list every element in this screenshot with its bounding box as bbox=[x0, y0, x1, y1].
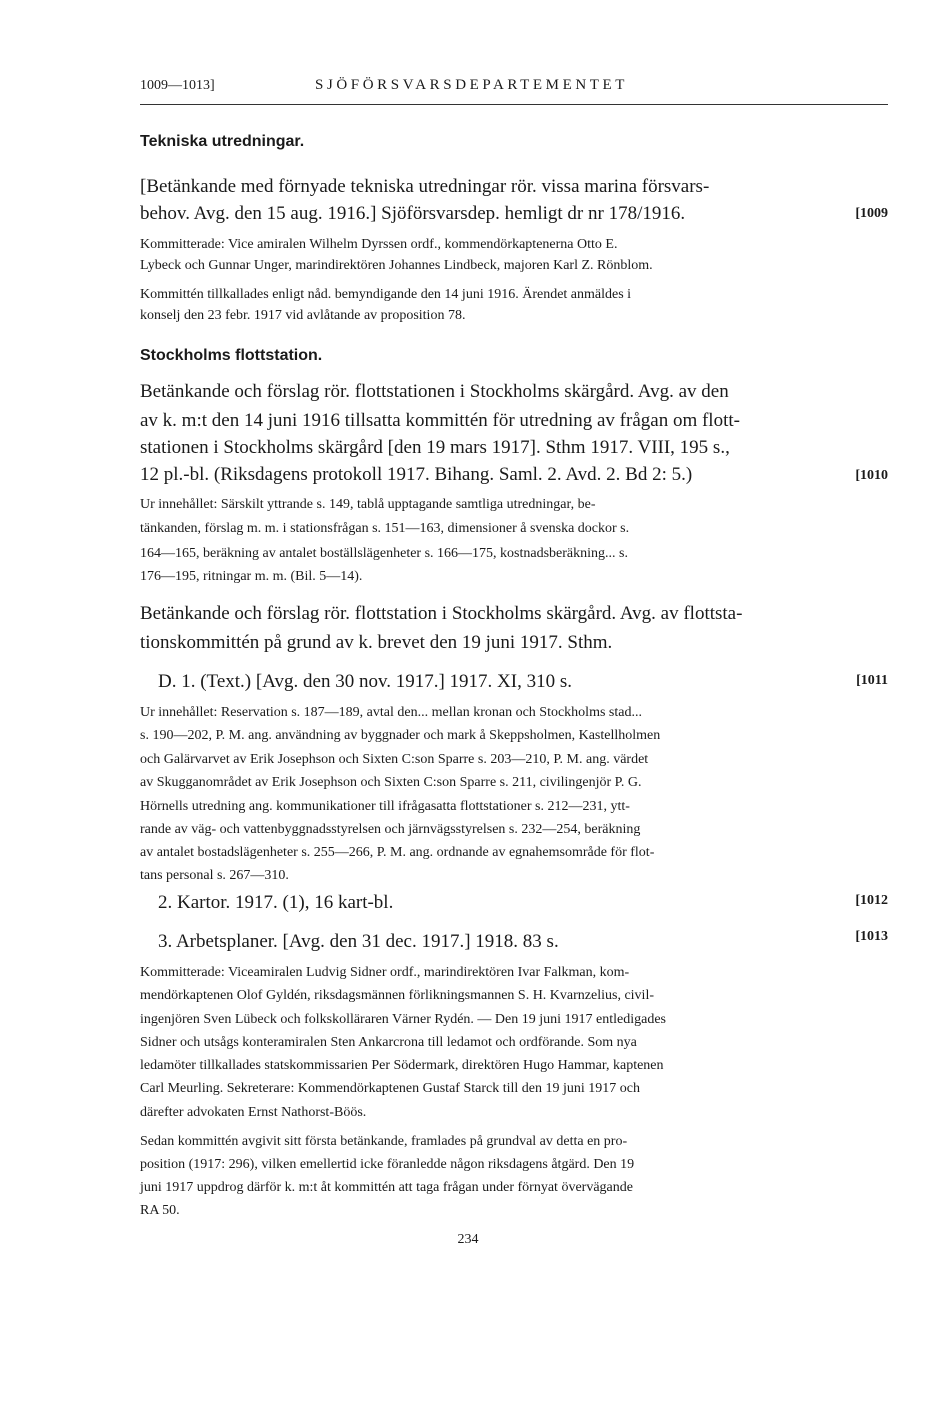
section-heading-tekniska: Tekniska utredningar. bbox=[140, 133, 305, 150]
entry-1009-title-line: [Betänkande med förnyade tekniska utredningar rör. vissa marina försvars- bbox=[140, 176, 710, 197]
entry-1013-line: 3. Arbetsplaner. [Avg. den 31 dec. 1917.] 1918. 83 s. bbox=[158, 931, 559, 952]
entry-1011-contents-line: av Skugganområdet av Erik Josephson och Sixten C:son Sparre s. 211, civilingenjör P. G. bbox=[140, 775, 642, 790]
entry-1010-title-line: stationen i Stockholms skärgård [den 19 mars 1917]. Sthm 1917. VIII, 195 s., bbox=[140, 437, 730, 458]
entry-1009-committee-line: Lybeck och Gunnar Unger, marindirektören Johannes Lindbeck, majoren Karl Z. Rönblom. bbox=[140, 258, 653, 273]
running-head bbox=[140, 76, 888, 100]
entry-1011-contents-line: och Galärvarvet av Erik Josephson och Sixten C:son Sparre s. 203—210, P. M. ang. värdet bbox=[140, 752, 649, 767]
entry-1009-note-line: konselj den 23 febr. 1917 vid avlåtande av proposition 78. bbox=[140, 308, 466, 323]
entry-1011-contents-line: rande av väg- och vattenbyggnadsstyrelsen och järnvägsstyrelsen s. 232—254, beräkning bbox=[140, 822, 641, 837]
entry-number-1012: [1012 bbox=[855, 893, 888, 908]
entry-1013-note-line: position (1917: 296), vilken emellertid icke föranledde någon riksdagens åtgärd. Den 19 bbox=[140, 1157, 635, 1172]
entry-1013-committee-line: Carl Meurling. Sekreterare: Kommendörkaptenen Gustaf Starck till den 19 juni 1917 och bbox=[140, 1081, 640, 1096]
entry-1010-contents-line: tänkanden, förslag m. m. i stationsfrågan s. 151—163, dimensioner å svenska dockor s. bbox=[140, 521, 630, 536]
page-number: 234 bbox=[457, 1232, 479, 1247]
entry-1011-contents-line: Ur innehållet: Reservation s. 187—189, avtal den... mellan kronan och Stockholms stad... bbox=[140, 705, 642, 720]
entry-1011-title-line: Betänkande och förslag rör. flottstation i Stockholms skärgård. Avg. av flottsta- bbox=[140, 603, 743, 624]
entry-1013-committee-line: Kommitterade: Viceamiralen Ludvig Sidner ordf., marindirektören Ivar Falkman, kom- bbox=[140, 965, 630, 980]
entry-1013-committee-line: därefter advokaten Ernst Nathorst-Böös. bbox=[140, 1105, 367, 1120]
header-rule bbox=[140, 104, 888, 105]
entry-1013-note-line: juni 1917 uppdrog därför k. m:t åt kommittén att taga frågan under förnyat övervägande bbox=[140, 1180, 633, 1195]
entry-1013-committee-line: mendörkaptenen Olof Gyldén, riksdagsmännen förlikningsmannen S. H. Kvarnzelius, civil- bbox=[140, 988, 654, 1003]
entry-number-1010: [1010 bbox=[855, 468, 888, 483]
department-title: SJÖFÖRSVARSDEPARTEMENTET bbox=[315, 77, 629, 93]
entry-1010-contents-line: Ur innehållet: Särskilt yttrande s. 149, tablå upptagande samtliga utredningar, be- bbox=[140, 497, 596, 512]
entry-1011-title-line: tionskommittén på grund av k. brevet den 19 juni 1917. Sthm. bbox=[140, 632, 613, 653]
entry-1009-title-line: behov. Avg. den 15 aug. 1916.] Sjöförsvarsdep. hemligt dr nr 178/1916. bbox=[140, 203, 686, 224]
entry-1013-note-line: RA 50. bbox=[140, 1203, 180, 1218]
entry-1012-line: 2. Kartor. 1917. (1), 16 kart-bl. bbox=[158, 892, 394, 913]
entry-1011-contents-line: tans personal s. 267—310. bbox=[140, 868, 289, 883]
entry-1013-note-line: Sedan kommittén avgivit sitt första betänkande, framlades på grundval av detta en pro- bbox=[140, 1134, 628, 1149]
entry-1010-title-line: Betänkande och förslag rör. flottstationen i Stockholms skärgård. Avg. av den bbox=[140, 381, 729, 402]
entry-number-1009: [1009 bbox=[855, 206, 888, 221]
entry-1011-volume-line: D. 1. (Text.) [Avg. den 30 nov. 1917.] 1917. XI, 310 s. bbox=[158, 671, 572, 692]
section-heading-stockholms: Stockholms flottstation. bbox=[140, 347, 323, 364]
entry-1013-committee-line: Sidner och utsågs konteramiralen Sten Ankarcrona till ledamot och ordförande. Som nya bbox=[140, 1035, 637, 1050]
entry-1011-contents-line: Hörnells utredning ang. kommunikationer till ifrågasatta flottstationer s. 212—231, ytt- bbox=[140, 799, 630, 814]
entry-1010-contents-line: 176—195, ritningar m. m. (Bil. 5—14). bbox=[140, 569, 363, 584]
entry-1009-committee-line: Kommitterade: Vice amiralen Wilhelm Dyrssen ordf., kommendörkaptenerna Otto E. bbox=[140, 237, 618, 252]
entry-1010-title-line: av k. m:t den 14 juni 1916 tillsatta kommittén för utredning av frågan om flott- bbox=[140, 410, 740, 431]
entry-range: 1009—1013] bbox=[140, 78, 215, 93]
entry-number-1013: [1013 bbox=[855, 929, 888, 944]
entry-1013-committee-line: ingenjören Sven Lübeck och folkskolläraren Värner Rydén. — Den 19 juni 1917 entledigades bbox=[140, 1012, 666, 1027]
entry-1011-contents-line: s. 190—202, P. M. ang. användning av byggnader och mark å Skeppsholmen, Kastellholmen bbox=[140, 728, 661, 743]
entry-1009-note-line: Kommittén tillkallades enligt nåd. bemyndigande den 14 juni 1916. Ärendet anmäldes i bbox=[140, 287, 632, 302]
entry-1010-contents-line: 164—165, beräkning av antalet boställslägenheter s. 166—175, kostnadsberäkning... s. bbox=[140, 546, 628, 561]
entry-1013-committee-line: ledamöter tillkallades statskommissarien Per Södermark, direktören Hugo Hammar, kaptenen bbox=[140, 1058, 664, 1073]
entry-1011-contents-line: av antalet bostadslägenheter s. 255—266, P. M. ang. ordnande av egnahemsområde för flot- bbox=[140, 845, 655, 860]
entry-number-1011: [1011 bbox=[856, 673, 888, 688]
entry-1010-title-line: 12 pl.-bl. (Riksdagens protokoll 1917. Bihang. Saml. 2. Avd. 2. Bd 2: 5.) bbox=[140, 464, 693, 485]
